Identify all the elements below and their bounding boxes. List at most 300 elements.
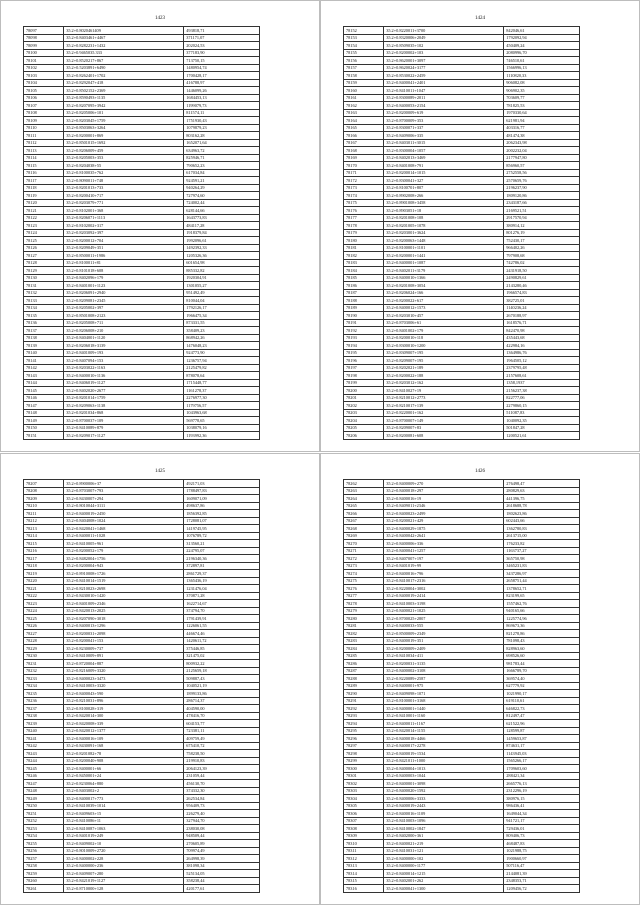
value-cell: 1040521,19	[184, 682, 260, 690]
table-row	[344, 517, 580, 525]
coordinate-cell: 35.2+0.5203891+6490	[64, 64, 184, 72]
value-cell: 822777,06	[504, 394, 580, 402]
coordinate-cell: 35.2+0.8410003+1096	[384, 817, 504, 825]
table-row	[24, 697, 260, 705]
point-id-cell: 78234	[24, 682, 64, 690]
table-row	[344, 109, 580, 117]
table-row	[344, 757, 580, 765]
value-cell: 617034,84	[184, 169, 260, 177]
table-row	[344, 682, 580, 690]
coordinate-cell: 35.2+0.8400020+1592	[384, 787, 504, 795]
value-cell: 703609,77	[504, 94, 580, 102]
point-id-cell: 78145	[24, 387, 64, 395]
coordinate-cell: 35.2+0.8201008+108	[384, 214, 504, 222]
table-row	[24, 132, 260, 140]
point-id-cell: 78289	[344, 682, 384, 690]
value-cell: 1476048,23	[184, 342, 260, 350]
value-cell: 906082,08	[504, 79, 580, 87]
value-cell: 2157608,61	[504, 372, 580, 380]
coordinate-cell: 35.2+0.8201034+868	[64, 409, 184, 417]
point-id-cell: 78209	[24, 495, 64, 503]
point-id-cell: 78136	[24, 319, 64, 327]
value-cell: 1715448,77	[184, 379, 260, 387]
coordinate-cell: 35.2+0.8205002+397	[64, 304, 184, 312]
point-id-cell: 78166	[344, 132, 384, 140]
table-row	[344, 862, 580, 870]
table-row	[344, 607, 580, 615]
point-id-cell: 78286	[344, 660, 384, 668]
table-row	[24, 357, 260, 365]
coordinate-cell: 35.2+0.8501015+1692	[64, 139, 184, 147]
table-row	[344, 102, 580, 110]
table-row	[344, 817, 580, 825]
point-id-cell: 78114	[24, 154, 64, 162]
coordinate-table	[343, 26, 580, 440]
point-id-cell: 78149	[24, 417, 64, 425]
table-row	[24, 592, 260, 600]
coordinate-cell: 35.2+0.8420008+339	[64, 720, 184, 728]
table-row	[24, 162, 260, 170]
point-id-cell: 78133	[24, 297, 64, 305]
coordinate-cell: 35.2+0.8200010+118	[384, 334, 504, 342]
table-row	[24, 214, 260, 222]
point-id-cell: 78248	[24, 787, 64, 795]
value-cell: 948509,44	[184, 832, 260, 840]
page-1423	[0, 0, 320, 452]
value-cell: 403316,77	[504, 124, 580, 132]
table-row	[24, 417, 260, 425]
value-cell: 484117,28	[184, 222, 260, 230]
coordinate-cell: 35.2+0.8407094+153	[64, 357, 184, 365]
coordinate-cell: 35.2+0.8430010+1420	[64, 592, 184, 600]
table-row	[24, 532, 260, 540]
point-id-cell: 78126	[24, 244, 64, 252]
value-cell: 1231476,04	[184, 585, 260, 593]
coordinate-cell: 35.2+0.8200022+617	[384, 297, 504, 305]
value-cell: 409759,49	[184, 735, 260, 743]
table-row	[344, 42, 580, 50]
value-cell: 646822,73	[504, 705, 580, 713]
coordinate-cell: 35.2+0.8100001+1101	[384, 244, 504, 252]
table-row	[24, 379, 260, 387]
table-row	[24, 252, 260, 260]
value-cell: 2343187,66	[504, 199, 580, 207]
point-id-cell: 78182	[344, 252, 384, 260]
coordinate-cell: 35.2+0.8205003+353	[64, 154, 184, 162]
point-id-cell: 78253	[24, 825, 64, 833]
table-row	[24, 622, 260, 630]
coordinate-cell: 35.2+0.8400017+2278	[384, 742, 504, 750]
table-row	[24, 645, 260, 653]
value-cell: 856960,57	[504, 162, 580, 170]
point-id-cell: 78281	[344, 622, 384, 630]
table-row	[24, 802, 260, 810]
coordinate-cell: 35.2+0.8320006+2049	[384, 34, 504, 42]
value-cell: 219910,83	[184, 757, 260, 765]
value-cell: 1480954,74	[184, 64, 260, 72]
value-cell: 2670188,97	[504, 312, 580, 320]
value-cell: 374332,30	[184, 787, 260, 795]
coordinate-cell: 35.2+0.8400023+3473	[64, 675, 184, 683]
table-row	[344, 349, 580, 357]
table-row	[344, 577, 580, 585]
value-cell: 825946,71	[184, 154, 260, 162]
point-id-cell: 78296	[344, 735, 384, 743]
table-row	[344, 720, 580, 728]
table-row	[24, 79, 260, 87]
table-row	[344, 765, 580, 773]
table-row	[24, 585, 260, 593]
value-cell: 327944,70	[184, 817, 260, 825]
table-row	[344, 487, 580, 495]
point-id-cell: 78214	[24, 532, 64, 540]
table-row	[344, 207, 580, 215]
table-row	[24, 169, 260, 177]
point-id-cell: 78228	[24, 637, 64, 645]
value-cell: 1140236,24	[504, 304, 580, 312]
point-id-cell: 78279	[344, 607, 384, 615]
value-cell: 2080996,70	[504, 49, 580, 57]
table-row	[344, 132, 580, 140]
table-row	[344, 432, 580, 440]
table-row	[24, 705, 260, 713]
value-cell: 1358,1937	[504, 379, 580, 387]
page-1424	[320, 0, 640, 452]
point-id-cell: 78115	[24, 162, 64, 170]
coordinate-cell: 35.2+0.8203010+457	[384, 312, 504, 320]
table-row	[24, 319, 260, 327]
table-row	[344, 424, 580, 432]
point-id-cell: 78200	[344, 387, 384, 395]
coordinate-cell: 35.2+0.8703006+61	[384, 319, 504, 327]
table-row	[344, 877, 580, 885]
point-id-cell: 78271	[344, 547, 384, 555]
table-row	[344, 162, 580, 170]
table-row	[344, 667, 580, 675]
point-id-cell: 78207	[24, 480, 64, 488]
table-row	[344, 727, 580, 735]
coordinate-cell: 35.2+0.8100035+762	[64, 169, 184, 177]
table-row	[24, 847, 260, 855]
table-row	[24, 840, 260, 848]
value-cell: 828963,60	[504, 645, 580, 653]
point-id-cell: 78184	[344, 267, 384, 275]
coordinate-cell: 35.2+0.8402013+3469	[384, 154, 504, 162]
table-row	[344, 147, 580, 155]
coordinate-cell: 35.2+0.8400001+975	[384, 682, 504, 690]
table-row	[344, 379, 580, 387]
table-row	[24, 637, 260, 645]
table-row	[344, 840, 580, 848]
coordinate-cell: 35.2+0.8520217+867	[64, 57, 184, 65]
point-id-cell: 78240	[24, 727, 64, 735]
coordinate-cell: 35.2+0.8216009+3320	[64, 667, 184, 675]
point-id-cell: 78177	[344, 214, 384, 222]
coordinate-cell: 35.2+0.8101018+608	[64, 267, 184, 275]
value-cell: 1362780,83	[504, 525, 580, 533]
coordinate-cell: 35.2+0.8400016+109	[64, 735, 184, 743]
coordinate-cell: 35.2+0.8401002+179	[384, 327, 504, 335]
value-cell: 742786,02	[504, 259, 580, 267]
table-row	[24, 304, 260, 312]
value-cell: 231059,44	[184, 772, 260, 780]
value-cell: 1700428,17	[184, 72, 260, 80]
value-cell: 507116,47	[504, 862, 580, 870]
value-cell: 868942,26	[184, 334, 260, 342]
value-cell: 966402,26	[504, 244, 580, 252]
point-id-cell: 78125	[24, 237, 64, 245]
table-row	[344, 124, 580, 132]
point-id-cell: 78172	[344, 177, 384, 185]
value-cell: 3465231,83	[504, 562, 580, 570]
coordinate-cell: 35.2+0.8400021+1025	[384, 607, 504, 615]
table-row	[24, 780, 260, 788]
table-row	[24, 139, 260, 147]
table-row	[24, 124, 260, 132]
table-row	[344, 480, 580, 488]
table-row	[344, 79, 580, 87]
value-cell: 1666789,70	[504, 667, 580, 675]
coordinate-cell: 35.2+0.8300071+337	[384, 124, 504, 132]
value-cell: 238030,08	[184, 825, 260, 833]
coordinate-cell: 35.2+0.8402011+3179	[384, 267, 504, 275]
point-id-cell: 78108	[24, 109, 64, 117]
point-id-cell: 78243	[24, 750, 64, 758]
page-number: 1423	[155, 16, 165, 21]
point-id-cell: 78312	[344, 855, 384, 863]
value-cell: 446674,46	[184, 630, 260, 638]
coordinate-cell: 35.2+0.8710000+128	[64, 885, 184, 893]
value-cell: 176233,82	[504, 540, 580, 548]
coordinate-cell: 35.2+0.8402020+2677	[64, 387, 184, 395]
value-cell: 601654,98	[184, 259, 260, 267]
point-id-cell: 78187	[344, 289, 384, 297]
table-row	[344, 64, 580, 72]
value-cell: 1709603,60	[504, 765, 580, 773]
table-row	[24, 394, 260, 402]
table-row	[344, 327, 580, 335]
table-row	[24, 192, 260, 200]
coordinate-cell: 35.2+0.8400017+773	[64, 795, 184, 803]
table-row	[344, 615, 580, 623]
value-cell: 1110820,33	[504, 72, 580, 80]
table-row	[344, 72, 580, 80]
table-row	[344, 825, 580, 833]
point-id-cell: 78198	[344, 372, 384, 380]
table-row	[24, 432, 260, 440]
value-cell: 1966475,34	[184, 312, 260, 320]
coordinate-cell: 35.2+0.8203001+3624	[384, 229, 504, 237]
coordinate-cell: 35.2+0.8500009+2349	[384, 630, 504, 638]
point-id-cell: 78118	[24, 184, 64, 192]
value-cell: 621522,96	[504, 720, 580, 728]
value-cell: 358238,44	[184, 877, 260, 885]
point-id-cell: 78298	[344, 750, 384, 758]
point-id-cell: 78180	[344, 237, 384, 245]
table-row	[24, 562, 260, 570]
point-id-cell: 78168	[344, 147, 384, 155]
value-cell: 381098,34	[184, 862, 260, 870]
value-cell: 2490829,61	[504, 274, 580, 282]
point-id-cell: 78222	[24, 592, 64, 600]
coordinate-cell: 35.2+0.8410089+879	[64, 424, 184, 432]
table-row	[24, 525, 260, 533]
coordinate-cell: 35.2+0.8410039+1014	[64, 802, 184, 810]
table-row	[24, 94, 260, 102]
table-row	[24, 72, 260, 80]
point-id-cell: 78309	[344, 832, 384, 840]
coordinate-cell: 35.2+0.8090011+748	[64, 177, 184, 185]
coordinate-cell: 35.2+0.8400018+297	[384, 487, 504, 495]
point-id-cell: 78112	[24, 139, 64, 147]
point-id-cell: 78119	[24, 192, 64, 200]
point-id-cell: 78295	[344, 727, 384, 735]
value-cell: 940165,66	[504, 607, 580, 615]
coordinate-cell: 35.2+0.8400001+66	[64, 765, 184, 773]
coordinate-cell: 35.2+0.8200009+619	[384, 109, 504, 117]
table-row	[24, 334, 260, 342]
coordinate-cell: 35.2+0.8400010+1366	[384, 274, 504, 282]
table-row	[344, 705, 580, 713]
point-id-cell: 78100	[24, 49, 64, 57]
value-cell: 781098,43	[504, 637, 580, 645]
value-cell: 1076789,72	[184, 532, 260, 540]
table-row	[344, 364, 580, 372]
point-id-cell: 78260	[24, 877, 64, 885]
table-row	[24, 577, 260, 585]
table-row	[24, 480, 260, 488]
table-row	[344, 735, 580, 743]
point-id-cell: 78170	[344, 162, 384, 170]
value-cell: 873331,55	[184, 319, 260, 327]
coordinate-cell: 35.2+0.8202021+189	[384, 364, 504, 372]
coordinate-cell: 35.2+0.8210012+2773	[384, 394, 504, 402]
point-id-cell: 78111	[24, 132, 64, 140]
value-cell: 1966574,83	[504, 289, 580, 297]
value-cell: 450409,24	[504, 42, 580, 50]
value-cell: 493818,71	[184, 27, 260, 35]
value-cell: 951492,49	[184, 289, 260, 297]
coordinate-cell: 35.2+0.8400033+555	[384, 622, 504, 630]
value-cell: 790652,23	[184, 162, 260, 170]
value-cell: 404590,00	[184, 705, 260, 713]
point-id-cell: 78212	[24, 517, 64, 525]
coordinate-cell: 35.2+0.8300010+1200	[384, 342, 504, 350]
coordinate-cell: 35.2+0.8409007+280	[64, 870, 184, 878]
table-row	[344, 742, 580, 750]
value-cell: 709974,49	[184, 847, 260, 855]
value-cell: 713750,15	[184, 57, 260, 65]
value-cell: 800932,22	[184, 660, 260, 668]
point-id-cell: 78194	[344, 342, 384, 350]
point-id-cell: 78315	[344, 877, 384, 885]
coordinate-cell: 35.2+0.8200031+3135	[384, 660, 504, 668]
coordinate-cell: 35.2+0.8203092+397	[64, 229, 184, 237]
coordinate-cell: 35.2+0.8400019+2443	[384, 802, 504, 810]
value-cell: 2917570,94	[504, 214, 580, 222]
table-row	[344, 252, 580, 260]
value-cell: 1649044,34	[504, 810, 580, 818]
coordinate-cell: 35.2+0.8421011+1000	[384, 757, 504, 765]
coordinate-cell: 35.2+0.8205006+101	[64, 109, 184, 117]
coordinate-cell: 35.2+0.8400019+351	[384, 637, 504, 645]
coordinate-cell: 35.2+0.8400053+2154	[384, 102, 504, 110]
point-id-cell: 78128	[24, 259, 64, 267]
table-row	[344, 312, 580, 320]
coordinate-cell: 35.2+0.8400021+219	[384, 840, 504, 848]
table-row	[344, 259, 580, 267]
coordinate-cell: 35.2+0.8010009+2720	[64, 847, 184, 855]
point-id-cell: 78169	[344, 154, 384, 162]
table-row	[344, 334, 580, 342]
table-row	[344, 660, 580, 668]
table-row	[24, 229, 260, 237]
value-cell: 1566996,13	[504, 64, 580, 72]
coordinate-cell: 35.2+0.8204038+55	[64, 162, 184, 170]
point-id-cell: 78263	[344, 487, 384, 495]
table-row	[24, 64, 260, 72]
table-row	[24, 757, 260, 765]
value-cell: 1419745,95	[184, 525, 260, 533]
table-row	[24, 540, 260, 548]
point-id-cell: 78236	[24, 697, 64, 705]
point-id-cell: 78210	[24, 502, 64, 510]
value-cell: 569778,65	[184, 417, 260, 425]
point-id-cell: 78258	[24, 862, 64, 870]
value-cell: 286714,37	[184, 697, 260, 705]
coordinate-cell: 35.2+0.8206018+3139	[64, 342, 184, 350]
table-row	[24, 342, 260, 350]
coordinate-cell: 35.2+0.8200012+704	[64, 237, 184, 245]
point-id-cell: 78098	[24, 34, 64, 42]
value-cell: 374794,70	[184, 607, 260, 615]
value-cell: 724002,44	[184, 199, 260, 207]
table-row	[24, 222, 260, 230]
table-row	[24, 487, 260, 495]
table-row	[344, 34, 580, 42]
value-cell: 422984,16	[504, 342, 580, 350]
point-id-cell: 78138	[24, 334, 64, 342]
point-id-cell: 78159	[344, 79, 384, 87]
point-id-cell: 78134	[24, 304, 64, 312]
coordinate-cell: 35.2+0.8410011+1047	[384, 87, 504, 95]
value-cell: 270605,89	[184, 840, 260, 848]
coordinate-cell: 35.2+0.8420014+300	[64, 712, 184, 720]
coordinate-cell: 35.2+0.8400011+1028	[64, 532, 184, 540]
point-id-cell: 78268	[344, 525, 384, 533]
table-row	[24, 102, 260, 110]
coordinate-cell: 35.2+0.8206071+1113	[64, 214, 184, 222]
table-row	[344, 282, 580, 290]
table-row	[344, 229, 580, 237]
point-id-cell: 78204	[344, 417, 384, 425]
value-cell: 801276,19	[504, 229, 580, 237]
coordinate-cell: 35.2+0.8620001+3097	[384, 57, 504, 65]
coordinate-cell: 35.2+0.8200041+153	[64, 637, 184, 645]
value-cell: 809406,73	[504, 832, 580, 840]
coordinate-cell: 35.2+0.8400002+228	[64, 855, 184, 863]
table-row	[344, 570, 580, 578]
point-id-cell: 78227	[24, 630, 64, 638]
table-row	[344, 675, 580, 683]
value-cell: 885332,82	[184, 267, 260, 275]
point-id-cell: 78259	[24, 870, 64, 878]
point-id-cell: 78275	[344, 577, 384, 585]
point-id-cell: 78178	[344, 222, 384, 230]
point-id-cell: 78283	[344, 637, 384, 645]
value-cell: 2156237,38	[504, 387, 580, 395]
coordinate-cell: 35.2+0.8210023+2698	[64, 585, 184, 593]
